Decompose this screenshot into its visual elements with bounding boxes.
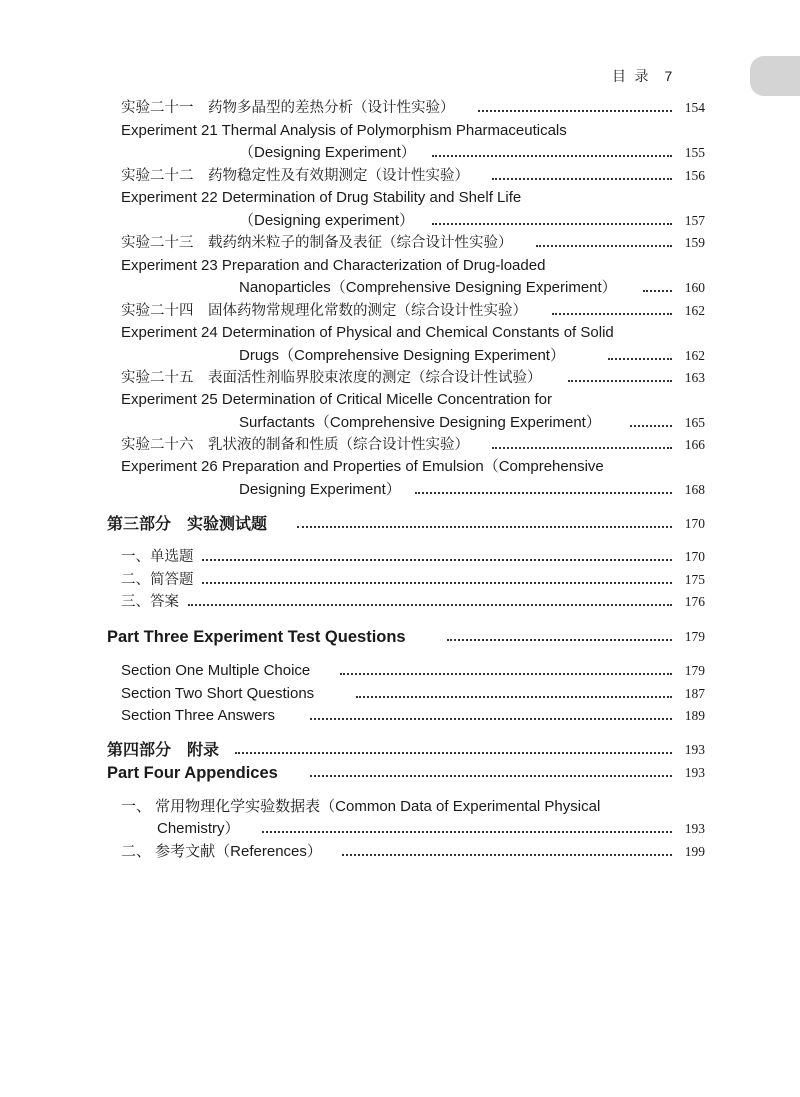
toc-entry[interactable]	[0, 546, 800, 568]
toc-entry-title: Experiment 24 Determination of Physical and Chemical Constants of Solid	[121, 324, 614, 341]
toc-entry[interactable]	[0, 591, 800, 613]
dot-leader	[415, 492, 672, 494]
dot-leader	[536, 245, 672, 247]
toc-page-number: 199	[684, 844, 705, 859]
toc-page-number: 165	[684, 415, 705, 430]
toc-page-number: 187	[684, 686, 705, 701]
dot-leader	[432, 223, 672, 225]
toc-entry[interactable]	[0, 434, 800, 456]
toc-page-number: 159	[684, 235, 705, 250]
toc-entry-title: Section One Multiple Choice	[121, 662, 311, 679]
toc-page-number: 179	[684, 663, 705, 678]
running-head	[612, 66, 672, 86]
dot-leader	[447, 639, 672, 641]
dot-leader	[630, 425, 672, 427]
toc-entry[interactable]	[0, 683, 800, 705]
dot-leader	[552, 313, 672, 315]
toc-page-number: 162	[684, 348, 705, 363]
toc-entry-title: Section Two Short Questions	[121, 685, 315, 702]
header-title: 目 录	[612, 69, 651, 85]
toc-entry-title: Experiment 25 Determination of Critical Micelle Concentration for	[121, 391, 553, 408]
toc-entry-title: Part Four Appendices	[107, 764, 278, 782]
dot-leader	[492, 178, 672, 180]
toc-page-number: 168	[684, 482, 705, 497]
toc-page-number: 189	[684, 708, 705, 723]
toc-entry-title: Part Three Experiment Test Questions	[107, 628, 406, 646]
toc-entry[interactable]	[0, 165, 800, 187]
toc-entry[interactable]	[0, 345, 800, 367]
toc-page-number: 175	[684, 572, 705, 587]
toc-entry[interactable]	[0, 705, 800, 727]
toc-entry-title: 实验二十二 药物稳定性及有效期测定（设计性实验）	[121, 168, 469, 184]
toc-page-number: 156	[684, 168, 705, 183]
toc-entry[interactable]	[0, 626, 800, 648]
toc-entry-title: （Designing experiment）	[239, 212, 415, 229]
toc-entry-title: Experiment 26 Preparation and Properties of Emulsion（Comprehensive	[121, 458, 604, 475]
toc-entry-title: 第四部分 附录	[107, 740, 220, 759]
toc-entry-title: 实验二十三 载药纳米粒子的制备及表征（综合设计性实验）	[121, 235, 513, 251]
dot-leader	[478, 110, 672, 112]
toc-entry[interactable]	[0, 513, 800, 535]
toc-entry-title: 实验二十五 表面活性剂临界胶束浓度的测定（综合设计性试验）	[121, 370, 542, 386]
toc-entry-title: Section Three Answers	[121, 707, 275, 724]
toc-entry[interactable]	[0, 300, 800, 322]
toc-entry[interactable]	[0, 818, 800, 840]
toc-entry-title: Drugs（Comprehensive Designing Experiment）	[239, 347, 565, 364]
toc-page-number: 193	[684, 742, 705, 757]
toc-entry-title: 实验二十六 乳状液的制备和性质（综合设计性实验）	[121, 437, 469, 453]
toc-entry[interactable]	[0, 456, 800, 478]
toc-entry[interactable]	[0, 277, 800, 299]
page-number: 7	[664, 68, 673, 84]
toc-entry-title: 实验二十四 固体药物常规理化常数的测定（综合设计性实验）	[121, 303, 527, 319]
toc-entry-title: Surfactants（Comprehensive Designing Experiment）	[239, 414, 601, 431]
toc-page-number: 193	[684, 821, 705, 836]
dot-leader	[340, 673, 672, 675]
dot-leader	[432, 155, 672, 157]
toc-page-number: 170	[684, 516, 705, 531]
toc-page-number: 160	[684, 280, 705, 295]
toc-entry-title: 三、答案	[121, 594, 179, 610]
toc-entry[interactable]	[0, 569, 800, 591]
toc-page-number: 155	[684, 145, 705, 160]
toc-entry[interactable]	[0, 762, 800, 784]
toc-page-number: 193	[684, 765, 705, 780]
toc-entry[interactable]	[0, 255, 800, 277]
toc-page-number: 162	[684, 303, 705, 318]
toc-page-number: 163	[684, 370, 705, 385]
dot-leader	[235, 752, 672, 754]
dot-leader	[297, 526, 672, 528]
toc-entry[interactable]	[0, 322, 800, 344]
toc-entry-title: Nanoparticles（Comprehensive Designing Experiment）	[239, 279, 617, 296]
dot-leader	[492, 447, 672, 449]
toc-entry[interactable]	[0, 187, 800, 209]
dot-leader	[568, 380, 672, 382]
dot-leader	[262, 831, 672, 833]
toc-entry-title: Experiment 23 Preparation and Characterization of Drug-loaded	[121, 257, 546, 274]
dot-leader	[342, 854, 672, 856]
toc-entry-title: 一、 常用物理化学实验数据表（Common Data of Experimental Physical	[121, 798, 601, 815]
dot-leader	[202, 559, 672, 561]
dot-leader	[310, 775, 672, 777]
toc-entry[interactable]	[0, 367, 800, 389]
toc-entry[interactable]	[0, 739, 800, 761]
toc-entry[interactable]	[0, 97, 800, 119]
toc-entry-title: Experiment 22 Determination of Drug Stability and Shelf Life	[121, 189, 522, 206]
dot-leader	[310, 718, 672, 720]
toc-entry[interactable]	[0, 210, 800, 232]
toc-entry[interactable]	[0, 841, 800, 863]
toc-entry-title: Designing Experiment）	[239, 481, 401, 498]
toc-page-number: 179	[684, 629, 705, 644]
dot-leader	[608, 358, 672, 360]
toc-entry[interactable]	[0, 142, 800, 164]
toc-entry[interactable]	[0, 120, 800, 142]
dot-leader	[188, 604, 672, 606]
toc-entry-title: 二、 参考文献（References）	[121, 843, 322, 860]
toc-entry-title: Chemistry）	[157, 820, 240, 837]
toc-entry[interactable]	[0, 479, 800, 501]
toc-entry[interactable]	[0, 412, 800, 434]
toc-entry-title: 实验二十一 药物多晶型的差热分析（设计性实验）	[121, 100, 455, 116]
dot-leader	[643, 290, 672, 292]
toc-entry-title: Experiment 21 Thermal Analysis of Polymorphism Pharmaceuticals	[121, 122, 567, 139]
toc-entry-title: 第三部分 实验测试题	[107, 514, 268, 533]
toc-page-number: 170	[684, 549, 705, 564]
toc-entry[interactable]	[0, 389, 800, 411]
toc-entry[interactable]	[0, 232, 800, 254]
dot-leader	[356, 696, 672, 698]
toc-page-number: 166	[684, 437, 705, 452]
toc-entry[interactable]	[0, 660, 800, 682]
toc-page-number: 157	[684, 213, 705, 228]
toc-entry-title: （Designing Experiment）	[239, 144, 416, 161]
toc-page-number: 154	[684, 100, 705, 115]
chapter-tab	[750, 56, 800, 96]
dot-leader	[202, 582, 672, 584]
toc-entry-title: 一、单选题	[121, 549, 194, 565]
toc-entry[interactable]	[0, 796, 800, 818]
toc-entry-title: 二、简答题	[121, 572, 194, 588]
toc-page-number: 176	[684, 594, 705, 609]
